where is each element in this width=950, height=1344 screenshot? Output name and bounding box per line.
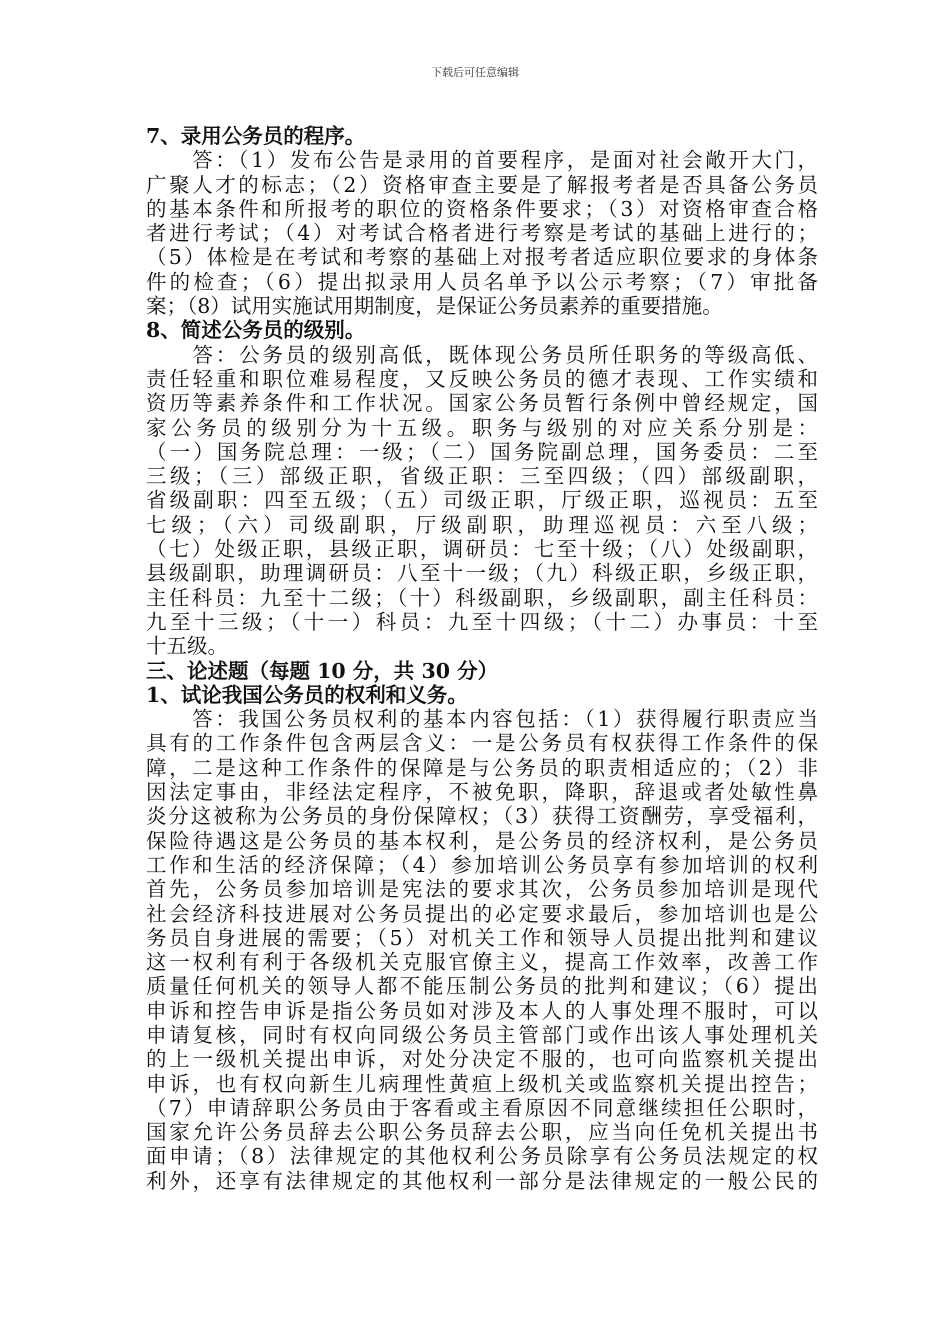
text-line: 面申请；（8）法律规定的其他权利公务员除享有公务员法规定的权 [146,1144,818,1169]
text-line: 件的检查；（6）提出拟录用人员名单予以公示考察；（7）审批备 [146,269,818,294]
text-line: （一）国务院总理：一级；（二）国务院副总理，国务委员：二至 [146,439,818,464]
text-line: 这一权利有利于各级机关克服官僚主义，提高工作效率，改善工作 [146,950,818,975]
text-line: 国家允许公务员辞去公职公务员辞去公职，应当向任免机关提出书 [146,1120,818,1145]
text-line: 利外，还享有法律规定的其他权利一部分是法律规定的一般公民的 [146,1168,818,1193]
text-line: 广聚人才的标志；（2）资格审查主要是了解报考者是否具备公务员 [146,172,818,197]
text-line: 的上一级机关提出申诉，对处分决定不服的，也可向监察机关提出 [146,1047,818,1072]
section-heading: 7、录用公务员的程序。 [146,124,366,148]
text-line: （7）申请辞职公务员由于客看或主看原因不同意继续担任公职时， [146,1095,818,1120]
paragraph-last-line: 十五级。 [146,634,228,659]
text-line: （七）处级正职，县级正职，调研员：七至十级；（八）处级副职， [146,537,818,562]
text-line: 社会经济科技进展对公务员提出的必定要求最后，参加培训也是公 [146,901,818,926]
text-line: 家公务员的级别分为十五级。职务与级别的对应关系分别是： [146,415,818,440]
text-line: 七级；（六）司级副职，厅级副职，助理巡视员：六至八级； [146,512,818,537]
text-line: 申诉和控告申诉是指公务员如对涉及本人的人事处理不服时，可以 [146,998,818,1023]
text-line: 县级副职，助理调研员：八至十一级；（九）科级正职，乡级正职， [146,561,818,586]
text-line: 质量任何机关的领导人都不能压制公务员的批判和建议；（6）提出 [146,974,818,999]
section-heading: 1、试论我国公务员的权利和义务。 [146,682,468,707]
text-line: 九至十三级；（十一）科员：九至十四级；（十二）办事员：十至 [146,609,818,634]
text-line: 首先，公务员参加培训是宪法的要求其次，公务员参加培训是现代 [146,877,818,902]
text-line: 资历等素养条件和工作状况。国家公务员暂行条例中曾经规定，国 [146,391,818,416]
text-line: 务员自身进展的需要；（5）对机关工作和领导人员提出批判和建议 [146,925,818,950]
text-line: 责任轻重和职位难易程度，又反映公务员的德才表现、工作实绩和 [146,366,818,391]
text-line: 申诉，也有权向新生儿病理性黄疸上级机关或监察机关提出控告； [146,1071,818,1096]
paragraph-last-line: 案；（8）试用实施试用期制度，是保证公务员素养的重要措施。 [146,294,723,319]
text-line: 的基本条件和所报考的职位的资格条件要求；（3）对资格审查合格 [146,196,818,221]
text-line: 工作和生活的经济保障；（4）参加培训公务员享有参加培训的权利 [146,852,818,877]
page-header: 下载后可任意编辑 [431,66,519,79]
text-line: 答：公务员的级别高低，既体现公务员所任职务的等级高低、 [146,342,818,367]
text-line: 三级；（三）部级正职，省级正职：三至四级；（四）部级副职， [146,464,818,489]
text-line: 因法定事由，非经法定程序，不被免职，降职，辞退或者处敏性鼻 [146,780,818,805]
section-heading: 三、论述题（每题 10 分，共 30 分） [146,658,499,683]
text-line: 者进行考试；（4）对考试合格者进行考察是考试的基础上进行的； [146,221,818,246]
text-line: 障，二是这种工作条件的保障是与公务员的职责相适应的；（2）非 [146,755,818,780]
text-line: 答：（1）发布公告是录用的首要程序，是面对社会敞开大门， [146,148,818,173]
text-line: （5）体检是在考试和考察的基础上对报考者适应职位要求的身体条 [146,245,818,270]
text-line: 省级副职：四至五级；（五）司级正职，厅级正职，巡视员：五至 [146,488,818,513]
document-body [146,124,818,1193]
text-line: 具有的工作条件包含两层含义：一是公务员有权获得工作条件的保 [146,731,818,756]
text-line: 炎分这被称为公务员的身份保障权；（3）获得工资酬劳，享受福利， [146,804,818,829]
text-line: 主任科员：九至十二级；（十）科级副职，乡级副职，副主任科员： [146,585,818,610]
text-line: 申请复核，同时有权向同级公务员主管部门或作出该人事处理机关 [146,1022,818,1047]
text-line: 保险待遇这是公务员的基本权利，是公务员的经济权利，是公务员 [146,828,818,853]
section-heading: 8、简述公务员的级别。 [146,318,366,343]
text-line: 答：我国公务员权利的基本内容包括：（1）获得履行职责应当 [146,707,818,732]
